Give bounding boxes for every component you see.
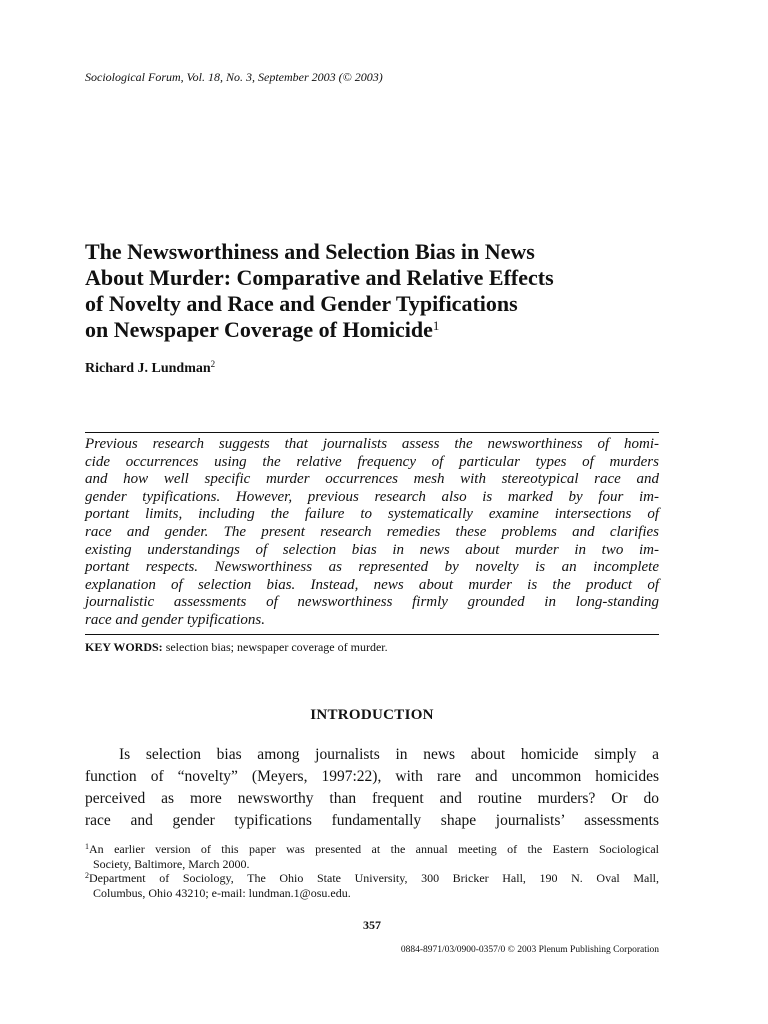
abstract-line: Previous research suggests that journalists assess the newsworthiness of homi- <box>85 436 659 452</box>
footnote-text: Department of Sociology, The Ohio State University, 300 Bricker Hall, 190 N. Oval Mall, <box>89 871 659 885</box>
abstract-line: race and gender. The present research remedies these problems and clarifies <box>85 523 659 540</box>
abstract-line: race and gender typifications. <box>85 611 265 628</box>
footnote-1-cont: Society, Baltimore, March 2000. <box>93 856 250 871</box>
footnote-1 <box>85 842 659 857</box>
body-line: race and gender typifications fundamentally shape journalists’ assessments <box>85 812 659 829</box>
footnote-2 <box>85 871 659 886</box>
running-head: Sociological Forum, Vol. 18, No. 3, September 2003 (© 2003) <box>85 70 383 84</box>
keywords-label: KEY WORDS: <box>85 640 163 654</box>
title-line: About Murder: Comparative and Relative Effects <box>85 265 554 290</box>
abstract-line: portant limits, including the failure to systematically examine intersections of <box>85 506 659 523</box>
section-heading: INTRODUCTION <box>310 707 434 723</box>
abstract-line: and how well specific murder occurrences mesh with stereotypical race and <box>85 471 659 488</box>
abstract-top-rule <box>85 432 659 433</box>
article-title <box>85 239 659 343</box>
title-line-last <box>85 317 659 343</box>
body-line: Is selection bias among journalists in news about homicide simply a <box>119 746 659 763</box>
title-line: of Novelty and Race and Gender Typifications <box>85 291 518 316</box>
footnote-mark: 2 <box>85 871 89 880</box>
copyright-line: 0884-8971/03/0900-0357/0 © 2003 Plenum Publishing Corporation <box>400 945 659 955</box>
author-footnote-mark[interactable]: 2 <box>210 359 216 369</box>
author-name: Richard J. Lundman <box>85 361 211 376</box>
title-line-text: on Newspaper Coverage of Homicide <box>85 317 433 342</box>
author-line <box>85 361 215 377</box>
footnote-2-cont: Columbus, Ohio 43210; e-mail: lundman.1@osu.edu. <box>93 885 351 900</box>
footnote-mark: 1 <box>85 842 89 851</box>
keywords-text: selection bias; newspaper coverage of murder. <box>162 640 388 654</box>
abstract-line: cide occurrences using the relative frequency of particular types of murders <box>85 453 659 470</box>
abstract-line: gender typifications. However, previous research also is marked by four im- <box>85 488 659 505</box>
body-line: function of “novelty” (Meyers, 1997:22), with rare and uncommon homicides <box>85 768 659 785</box>
abstract-line: existing understandings of selection bias in news about murder in two im- <box>85 541 659 558</box>
abstract-line: explanation of selection bias. Instead, news about murder is the product of <box>85 576 659 593</box>
abstract-line: portant respects. Newsworthiness as represented by novelty is an incomplete <box>85 559 659 576</box>
abstract-bottom-rule <box>85 634 659 635</box>
title-footnote-mark[interactable]: 1 <box>432 318 440 333</box>
footnote-text: An earlier version of this paper was presented at the annual meeting of the Eastern Sociological <box>89 842 659 856</box>
abstract <box>85 436 659 630</box>
keywords <box>85 640 388 655</box>
title-line: The Newsworthiness and Selection Bias in News <box>85 239 535 264</box>
body-line: perceived as more newsworthy than frequent and routine murders? Or do <box>85 790 659 807</box>
abstract-line: journalistic assessments of newsworthiness firmly grounded in long-standing <box>85 594 659 611</box>
body-paragraph <box>85 744 659 832</box>
page-number: 357 <box>363 918 381 932</box>
footnotes <box>85 842 659 900</box>
